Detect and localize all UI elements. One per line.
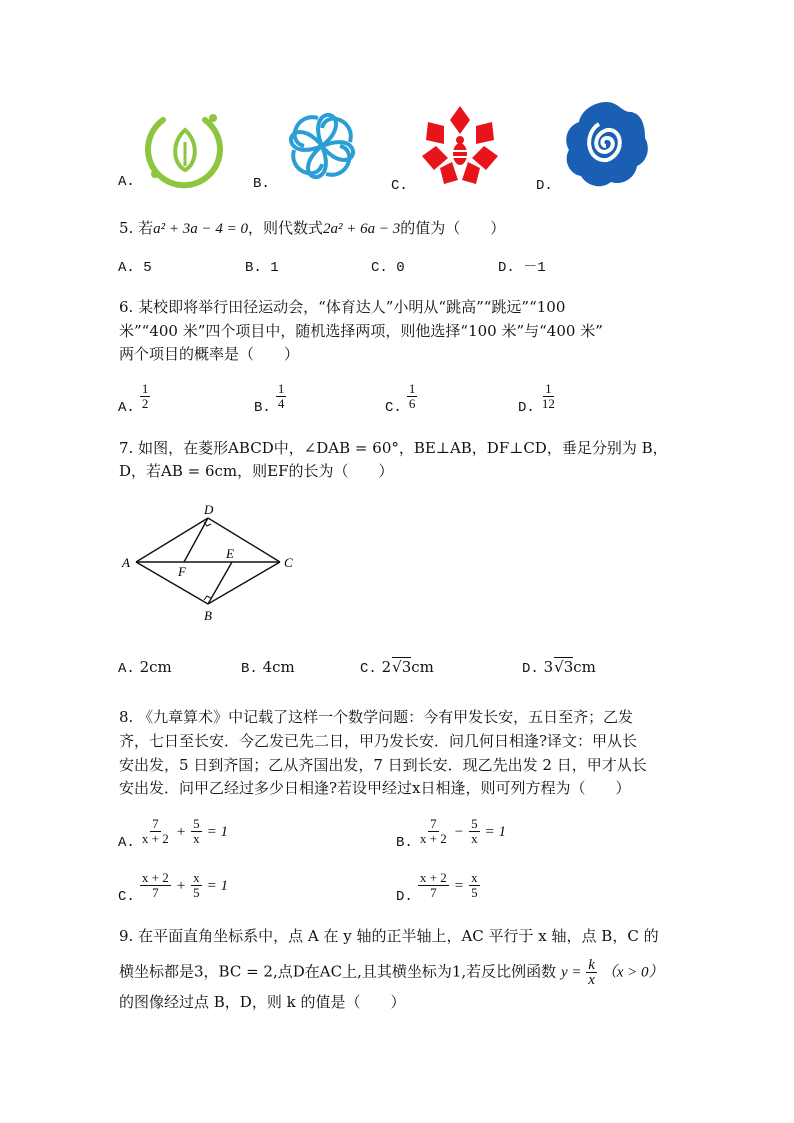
red-flower-bee-logo: [414, 100, 506, 192]
q7-option-a[interactable]: A. 2cm: [118, 658, 172, 677]
q5-option-c[interactable]: C. 0: [371, 260, 405, 276]
label-e: E: [226, 546, 234, 561]
q6-line-3: 两个项目的概率是（ ）: [119, 345, 300, 363]
q5-pre: 若: [138, 219, 154, 237]
q6-option-c[interactable]: C. $\frac{1}{6}$: [385, 381, 416, 416]
q8-line-2: 齐，七日至长安．今乙发已先二日，甲乃发长安．问几何日相逢?译文：甲从长: [119, 732, 638, 750]
question-5: [119, 217, 505, 240]
q9-line-2: 横坐标都是3，BC = 2,点D在AC上,且其横坐标为1,若反比例函数 y = $\frac{k}{x}$ （x > 0）: [119, 957, 664, 988]
rhombus-figure: [118, 500, 308, 626]
q8-option-b[interactable]: B. $\frac{7}{x + 2}$ − $\frac{5}{x}$ = 1: [396, 816, 507, 851]
q8-line-4: 安出发．问甲乙经过多少日相逢?若设甲经过x日相逢，则可列方程为（ ）: [119, 779, 631, 797]
right-angle-d: [204, 522, 211, 526]
logo-option-b-label: B.: [253, 176, 270, 192]
q5-option-a[interactable]: A. 5: [118, 260, 152, 276]
q6-line-2: 米”“400 米”四个项目中，随机选择两项，则他选择“100 米”与“400 米”: [119, 322, 603, 340]
q6-option-d[interactable]: D. $\frac{1}{12}$: [518, 381, 555, 416]
label-f: F: [178, 564, 186, 579]
ribbon-knot-logo: [278, 102, 366, 190]
q5-expr2: 2a² + 6a − 3: [323, 221, 401, 237]
q5-number: 5.: [119, 219, 134, 237]
q9-line-1: 9. 在平面直角坐标系中，点 A 在 y 轴的正半轴上，AC 平行于 x 轴，点 B，C 的: [119, 927, 659, 945]
leaf-circle-logo: [143, 108, 227, 190]
q6-option-a[interactable]: A. $\frac{1}{2}$: [118, 381, 149, 416]
q8-option-d[interactable]: D. $\frac{x + 2}{7}$ = $\frac{x}{5}$: [396, 870, 478, 905]
label-b: B: [204, 608, 212, 623]
q9-line-3: 的图像经过点 B，D，则 k 的值是（ ）: [119, 993, 406, 1011]
q5-mid: ，则代数式: [247, 219, 323, 237]
blue-rose-logo: [559, 98, 653, 192]
q5-expr1: a² + 3a − 4 = 0: [153, 221, 248, 237]
q5-option-d[interactable]: D. －1: [498, 260, 546, 276]
edge-ad: [136, 518, 208, 562]
q8-option-c[interactable]: C. $\frac{x + 2}{7}$ + $\frac{x}{5}$ = 1: [118, 870, 229, 905]
edge-dc: [208, 518, 280, 562]
q8-line-3: 安出发，5 日到齐国；乙从齐国出发，7 日到长安．现乙先出发 2 日，甲才从长: [119, 756, 647, 774]
label-c: C: [284, 555, 293, 570]
q6-option-b[interactable]: B. $\frac{1}{4}$: [254, 381, 285, 416]
q6-line-1: 6. 某校即将举行田径运动会，“体育达人”小明从“跳高”“跳远”“100: [119, 298, 566, 316]
q7-line-1: 7. 如图，在菱形ABCD中，∠DAB = 60°，BE⊥AB，DF⊥CD，垂足分别为 B，: [119, 439, 668, 457]
q5-option-b[interactable]: B. 1: [245, 260, 279, 276]
q7-option-d[interactable]: D. 3√3cm: [522, 658, 596, 677]
logo-option-a-label: A.: [118, 174, 135, 190]
logo-option-d-label: D.: [536, 178, 553, 194]
q8-line-1: 8. 《九章算术》中记载了这样一个数学问题：今有甲发长安，五日至齐；乙发: [119, 708, 634, 726]
q5-post: 的值为（ ）: [400, 219, 506, 237]
q7-line-2: D，若AB = 6cm，则EF的长为（ ）: [119, 462, 394, 480]
logo-option-c-label: C.: [391, 178, 408, 194]
label-a: A: [122, 555, 130, 570]
q8-option-a[interactable]: A. $\frac{7}{x + 2}$ + $\frac{5}{x}$ = 1: [118, 816, 229, 851]
label-d: D: [204, 502, 214, 517]
edge-ba: [136, 562, 208, 604]
q7-option-b[interactable]: B. 4cm: [241, 658, 295, 677]
q9-func-lhs: y =: [560, 964, 582, 981]
q9-condition: （x > 0）: [601, 964, 664, 981]
q7-option-c[interactable]: C. 2√3cm: [360, 658, 434, 677]
edge-cb: [208, 562, 280, 604]
